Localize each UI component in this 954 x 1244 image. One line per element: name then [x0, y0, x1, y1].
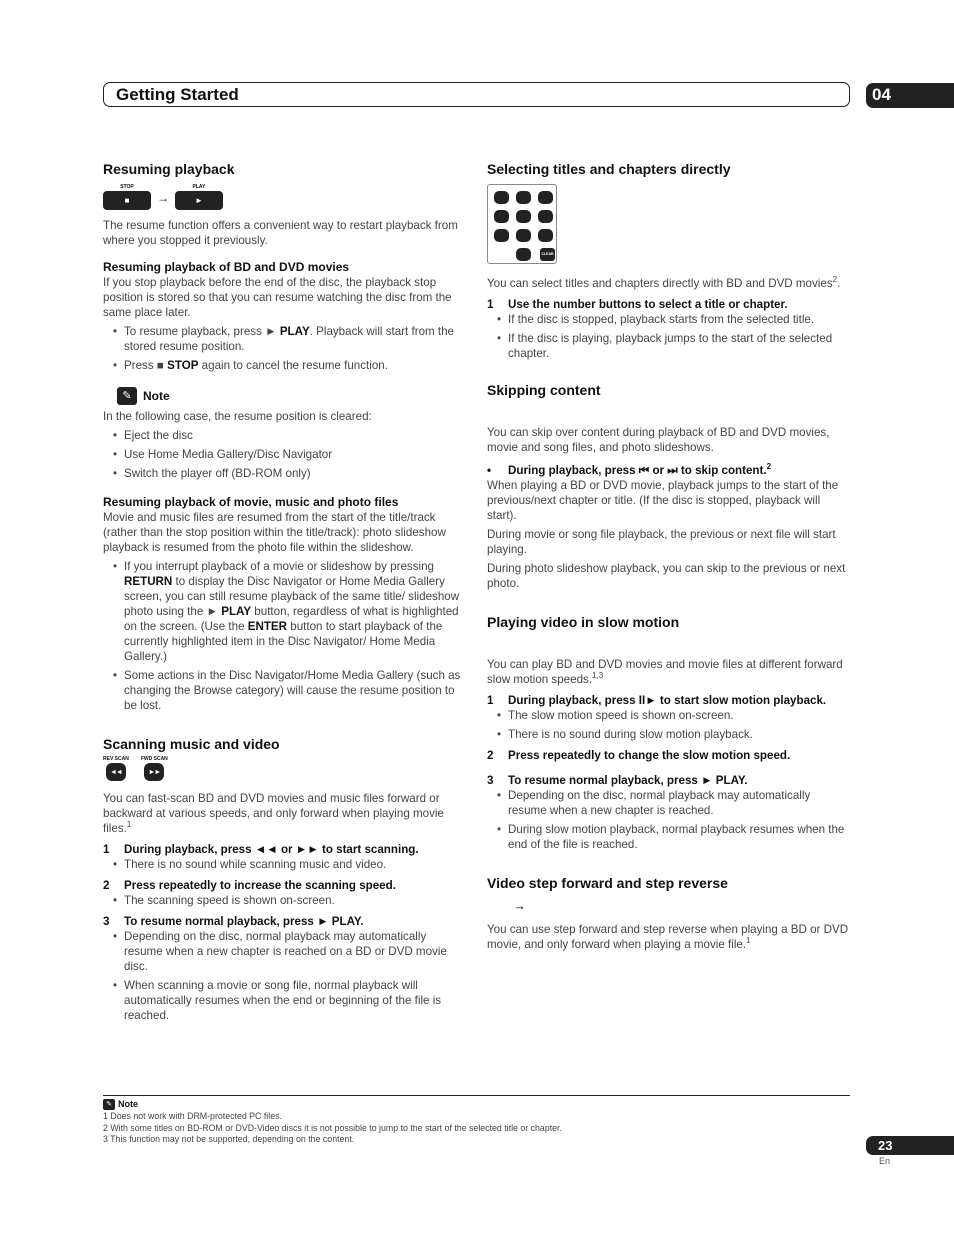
step-number: 3 — [487, 774, 494, 787]
section-heading-resuming-playback: Resuming playback — [103, 161, 235, 177]
text-run: again to cancel the resume function. — [198, 359, 388, 372]
text-run: . Playback will start from the stored resume position. — [124, 325, 455, 353]
list-item: • Use Home Media Gallery/Disc Navigator — [103, 447, 467, 462]
footnote-divider — [103, 1095, 850, 1096]
keypad-button — [516, 229, 531, 242]
chapter-number: 04 — [872, 85, 891, 104]
skip-paragraph: During movie or song file playback, the previous or next file will start playing. — [487, 528, 836, 556]
list-item — [103, 324, 467, 354]
footnote: 1 Does not work with DRM-protected PC files. — [103, 1111, 282, 1121]
footnote-ref: 2 — [832, 275, 838, 285]
list-item: • If the disc is stopped, playback starts from the selected title. — [487, 312, 850, 327]
list-item: • The scanning speed is shown on-screen. — [103, 893, 467, 908]
list-item: • When scanning a movie or song file, normal playback will automatically resumes when the end or beginning of the file is reached. — [103, 978, 467, 1023]
stop-button-group — [103, 184, 151, 210]
footnote: 3 This function may not be supported, depending on the content. — [103, 1134, 355, 1144]
skip-intro: You can skip over content during playback of BD and DVD movies, movie and song files, and photo slideshows. — [487, 426, 830, 454]
text-run: button, regardless of what is highlighted on the screen. (Use the — [124, 605, 459, 633]
fast-forward-icon: ►► — [144, 763, 164, 781]
page-number: 23 — [878, 1138, 893, 1153]
chapter-number-tab — [866, 83, 954, 108]
section-heading-scanning: Scanning music and video — [103, 736, 280, 752]
scan-button-illustration — [103, 755, 467, 781]
chapter-header-bar — [103, 82, 850, 107]
skip-paragraph: During photo slideshow playback, you can skip to the previous or next photo. — [487, 562, 846, 590]
slow-step-1 — [487, 693, 850, 708]
skip-step — [487, 463, 850, 478]
text-run: If you interrupt playback of a movie or slideshow by pressing — [124, 560, 434, 573]
list-item: • Depending on the disc, normal playback may automatically resume when a new chapter is reached on a BD or DVD movie disc. — [103, 929, 467, 974]
rewind-icon: ◄◄ — [106, 763, 126, 781]
slow-intro — [487, 657, 850, 687]
movie-resume-text: Movie and music files are resumed from the start of the title/track (rather than the stop position within the title/track): photo slideshow playback is resumed from the photo file within the slideshow. — [103, 511, 446, 554]
footnotes — [103, 1111, 843, 1146]
select-intro — [487, 276, 850, 291]
key-name: STOP — [167, 359, 199, 372]
step-number: 1 — [103, 843, 110, 856]
text-run: button to start playback of the currently highlighted item in the Disc Navigator/ Home Media Gallery.) — [124, 620, 443, 663]
footnote-note-header — [103, 1097, 138, 1112]
text-run: You can select titles and chapters directly with BD and DVD movies — [487, 277, 833, 290]
list-item: • There is no sound while scanning music and video. — [103, 857, 467, 872]
keypad-button — [516, 248, 531, 261]
scan-step-2 — [103, 878, 467, 893]
list-item: • During slow motion playback, normal playback resumes when the end of the file is reached. — [487, 822, 850, 852]
footnote-ref: 1 — [126, 820, 132, 830]
key-name: RETURN — [124, 575, 173, 588]
scan-step-3 — [103, 914, 467, 929]
list-item: • There is no sound during slow motion playback. — [487, 727, 850, 742]
footnote-note-label: Note — [118, 1099, 138, 1109]
stop-icon: ■ — [103, 191, 151, 210]
step-intro — [487, 922, 850, 952]
step-number: 2 — [103, 879, 110, 892]
rev-scan-caption: REV SCAN — [103, 756, 129, 762]
step-number: 1 — [487, 298, 494, 311]
note-list — [103, 428, 467, 481]
note-text: In the following case, the resume position is cleared: — [103, 410, 372, 423]
list-item: • If the disc is playing, playback jumps to the start of the selected chapter. — [487, 331, 850, 361]
resume-button-illustration — [103, 184, 467, 210]
arrow-right-icon: → — [513, 898, 526, 913]
stop-button-caption: STOP — [120, 184, 134, 190]
text-run: You can play BD and DVD movies and movie files at different forward slow motion speeds. — [487, 658, 843, 686]
keypad-button — [538, 191, 553, 204]
slow-step-3-list — [487, 788, 850, 852]
step-text: To resume normal playback, press ► PLAY. — [124, 915, 364, 928]
step-number: 3 — [103, 915, 110, 928]
section-heading-slow-motion: Playing video in slow motion — [487, 614, 680, 630]
note-pencil-icon: ✎ — [117, 387, 137, 405]
list-item: • Depending on the disc, normal playback may automatically resume when a new chapter is reached. — [487, 788, 850, 818]
list-item: • The slow motion speed is shown on-screen. — [487, 708, 850, 723]
list-item: • Some actions in the Disc Navigator/Home Media Gallery (such as changing the Browse category) will cause the resume position to be lost. — [103, 668, 467, 713]
number-keypad-illustration — [487, 184, 557, 264]
fwd-scan-button-group — [141, 756, 168, 781]
slow-step-1-list — [487, 708, 850, 742]
note-box — [117, 387, 467, 405]
list-item: • Eject the disc — [103, 428, 467, 443]
keypad-button — [494, 191, 509, 204]
scan-step-1 — [103, 842, 467, 857]
fwd-scan-caption: FWD SCAN — [140, 756, 168, 762]
section-heading-step: Video step forward and step reverse — [487, 875, 728, 891]
keypad-button — [538, 210, 553, 223]
clear-button: CLEAR — [540, 248, 555, 261]
note-pencil-icon: ✎ — [103, 1099, 115, 1110]
slow-step-3 — [487, 773, 850, 788]
subheading-bd-dvd-resume: Resuming playback of BD and DVD movies — [103, 260, 350, 274]
section-heading-select-titles: Selecting titles and chapters directly — [487, 161, 731, 177]
section-heading-skipping: Skipping content — [487, 382, 601, 398]
slow-step-2 — [487, 748, 850, 763]
step-text: To resume normal playback, press ► PLAY. — [508, 774, 748, 787]
step-text: During playback, press II► to start slow motion playback. — [508, 694, 827, 707]
select-step-1-list — [487, 312, 850, 361]
step-text: During playback, press ◄◄ or ►► to start scanning. — [124, 843, 419, 856]
page-number-tab — [866, 1136, 954, 1155]
key-name: PLAY — [279, 325, 310, 338]
select-step-1 — [487, 297, 850, 312]
keypad-button — [494, 210, 509, 223]
resume-intro: The resume function offers a convenient way to restart playback from where you stopped it previously. — [103, 219, 458, 247]
list-item: • Switch the player off (BD-ROM only) — [103, 466, 467, 481]
text-run: . — [837, 277, 841, 290]
footnote-ref: 1 — [746, 936, 751, 946]
step-text: Press repeatedly to increase the scanning speed. — [124, 879, 396, 892]
keypad-button — [516, 191, 531, 204]
bd-resume-text: If you stop playback before the end of the disc, the playback stop position is stored so that you can resume watching the disc from the same place later. — [103, 276, 452, 319]
step-number: 2 — [487, 749, 494, 762]
text-run: To resume playback, press ► — [124, 325, 280, 338]
text-run: You can use step forward and step reverse when playing a BD or DVD movie, and only forward when playing a movie file. — [487, 923, 849, 951]
play-button-caption: PLAY — [192, 184, 206, 190]
note-label: Note — [143, 388, 170, 403]
keypad-button — [538, 229, 553, 242]
keypad-button — [516, 210, 531, 223]
step-number: 1 — [487, 694, 494, 707]
arrow-right-icon: → — [157, 191, 169, 205]
rev-scan-button-group — [103, 756, 129, 781]
step-text: Use the number buttons to select a title or chapter. — [508, 298, 788, 311]
text-run: Press ■ — [124, 359, 168, 372]
step-text: Press repeatedly to change the slow motion speed. — [508, 749, 791, 762]
scan-step-2-list — [103, 893, 467, 908]
bullet-icon: • — [487, 464, 492, 477]
footnote-ref: 2 — [766, 462, 772, 472]
play-icon: ► — [175, 191, 223, 210]
movie-resume-list — [103, 559, 467, 713]
skip-paragraph: When playing a BD or DVD movie, playback jumps to the start of the previous/next chapter or title. (If the disc is stopped, playback will start). — [487, 479, 839, 522]
chapter-title: Getting Started — [116, 85, 239, 104]
text-run: to display the Disc Navigator or Home Media Gallery screen, you can still resume playback of the same title/ slideshow photo using the ► — [124, 575, 460, 618]
key-name: PLAY — [221, 605, 252, 618]
right-column — [487, 160, 850, 956]
text-run: You can fast-scan BD and DVD movies and music files forward or backward at various speeds, and only forward when playing movie files. — [103, 792, 444, 835]
scan-intro — [103, 791, 467, 836]
step-text: During playback, press ⏮ or ⏭ to skip content. — [508, 464, 767, 477]
footnote-ref: 1,3 — [592, 671, 604, 681]
key-name: ENTER — [247, 620, 288, 633]
list-item — [103, 358, 467, 373]
page-language: En — [879, 1156, 891, 1166]
footnote: 2 With some titles on BD-ROM or DVD-Video discs it is not possible to jump to the start of the selected title or chapter. — [103, 1122, 562, 1133]
subheading-movie-music-photo-resume: Resuming playback of movie, music and photo files — [103, 495, 399, 509]
keypad-button — [494, 229, 509, 242]
scan-step-3-list — [103, 929, 467, 1023]
bd-resume-list — [103, 324, 467, 373]
left-column — [103, 160, 467, 1029]
scan-step-1-list — [103, 857, 467, 872]
play-button-group — [175, 184, 223, 210]
list-item — [103, 559, 467, 664]
